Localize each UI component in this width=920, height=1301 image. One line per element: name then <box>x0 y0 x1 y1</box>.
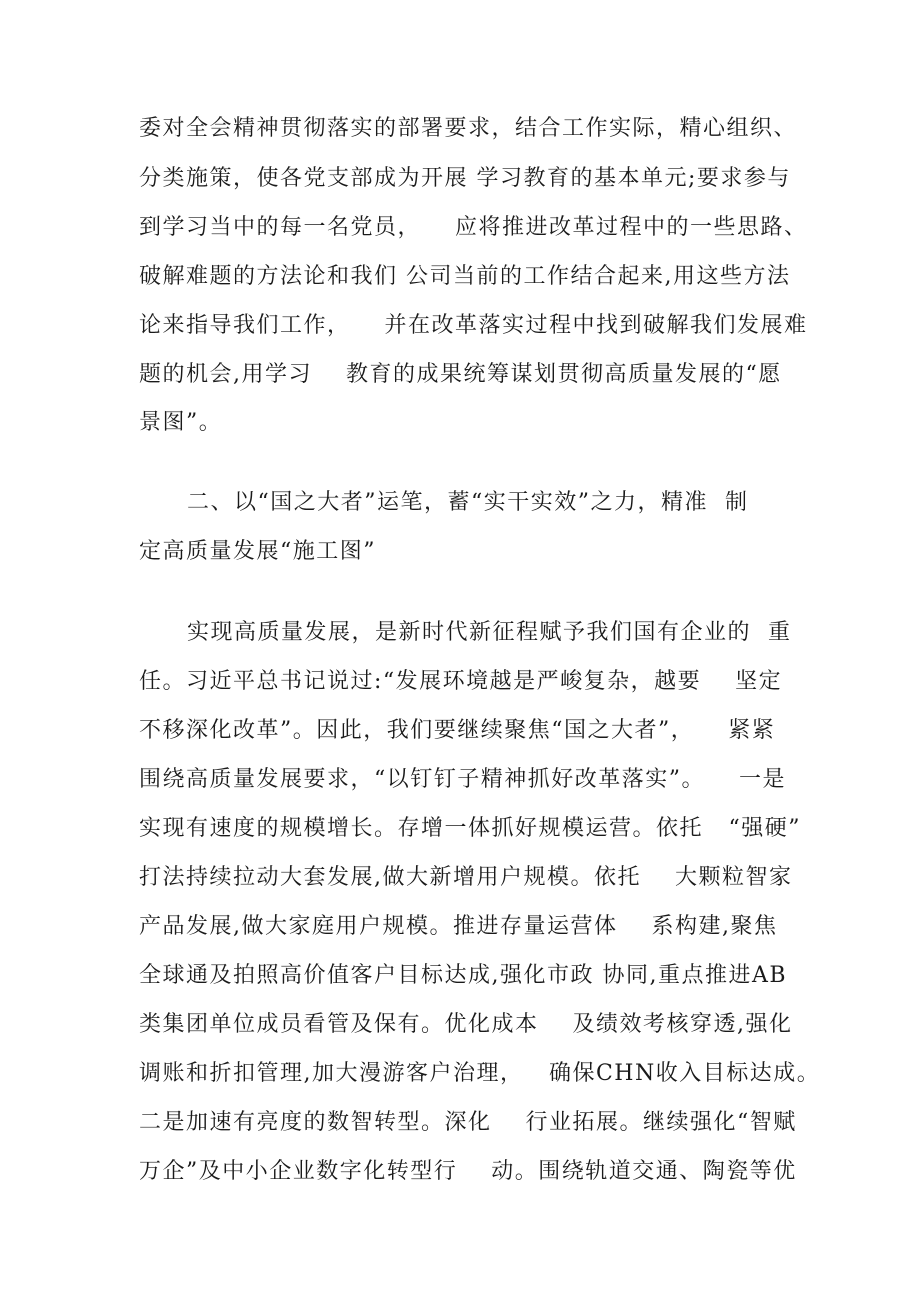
paragraph-line: 景图”。 <box>139 410 223 435</box>
paragraph-line: 实现高质量发展，是新时代新征程赋予我们国有企业的 重 <box>187 620 792 645</box>
paragraph-line: 万企”及中小企业数字化转型行 动。围绕轨道交通、陶瓷等优 <box>139 1159 797 1184</box>
paragraph-line: 实现有速度的规模增长。存增一体抓好规模运营。依托 “强硬” <box>139 816 801 841</box>
paragraph-line: 全球通及拍照高价值客户目标达成,强化市政 协同,重点推进AB <box>139 963 788 988</box>
paragraph-line: 类集团单位成员看管及保有。优化成本 及绩效考核穿透,强化 <box>139 1012 793 1037</box>
paragraph-line: 不移深化改革”。因此，我们要继续聚焦“国之大者”， 紧紧 <box>139 718 776 743</box>
section-heading: 定高质量发展“施工图” <box>139 539 376 564</box>
paragraph-line: 到学习当中的每一名党员， 应将推进改革过程中的一些思路、 <box>139 215 808 240</box>
paragraph-line: 分类施策，使各党支部成为开展 学习教育的基本单元;要求参与 <box>139 166 791 191</box>
paragraph-line: 破解难题的方法论和我们 公司当前的工作结合起来,用这些方法 <box>139 264 791 289</box>
paragraph-line: 打法持续拉动大套发展,做大新增用户规模。依托 大颗粒智家 <box>139 865 793 890</box>
paragraph-line: 论来指导我们工作， 并在改革落实过程中找到破解我们发展难 <box>139 313 808 338</box>
paragraph-line: 二是加速有亮度的数智转型。深化 行业拓展。继续强化“智赋 <box>139 1110 797 1135</box>
paragraph-line: 围绕高质量发展要求，“以钉钉子精神抓好改革落实”。 一是 <box>139 767 786 792</box>
section-heading: 二、以“国之大者”运笔，蓄“实干实效”之力，精准 制 <box>187 490 749 515</box>
paragraph-line: 委对全会精神贯彻落实的部署要求，结合工作实际，精心组织、 <box>139 116 798 141</box>
paragraph-line: 调账和折扣管理,加大漫游客户治理， 确保CHN收入目标达成。 <box>139 1061 821 1086</box>
paragraph-line: 产品发展,做大家庭用户规模。推进存量运营体 系构建,聚焦 <box>139 914 778 939</box>
paragraph-line: 题的机会,用学习 教育的成果统筹谋划贯彻高质量发展的“愿 <box>139 362 782 387</box>
paragraph-line: 任。习近平总书记说过:“发展环境越是严峻复杂，越要 坚定 <box>139 669 783 694</box>
